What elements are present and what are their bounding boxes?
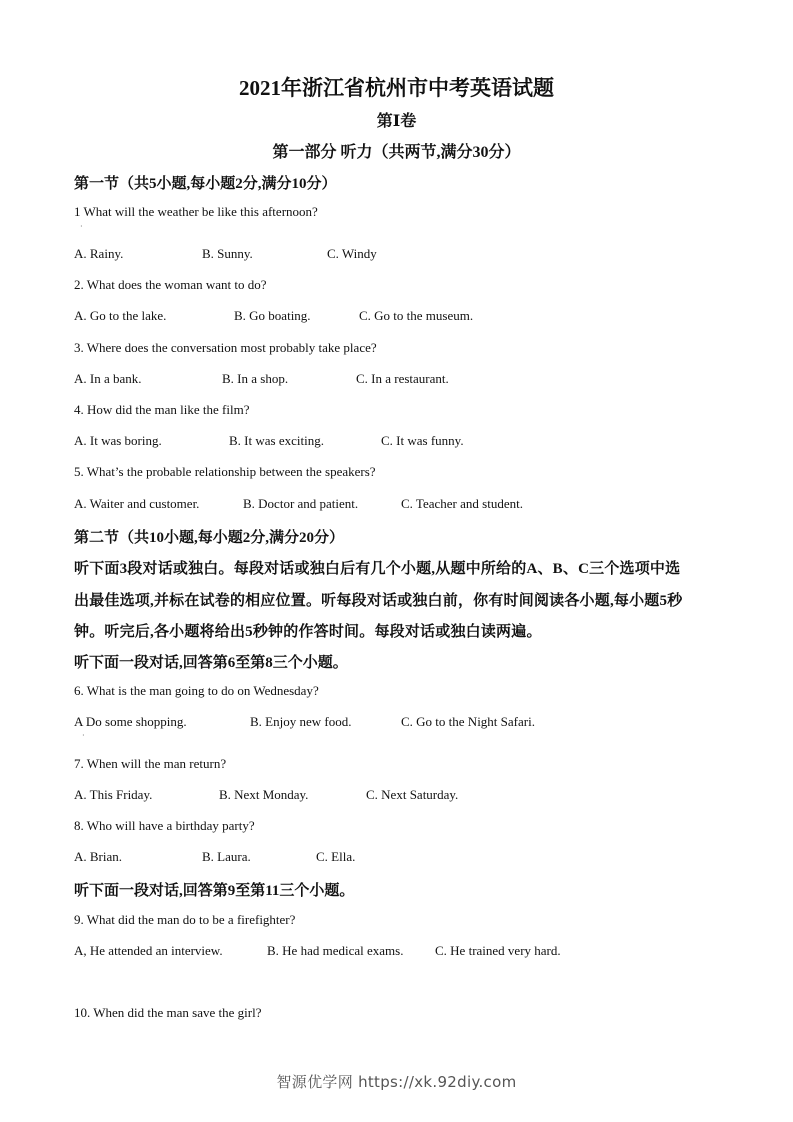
instruction-line-3: 钟。听完后,各小题将给出5秒钟的作答时间。每段对话或独白读两遍。 <box>74 624 542 640</box>
question-4: 4. How did the man like the film? <box>74 402 250 417</box>
volume-label: 第Ⅰ卷 <box>376 113 417 130</box>
q1-option-b: B. Sunny. <box>202 246 253 261</box>
question-3: 3. Where does the conversation most probably take place? <box>74 340 377 355</box>
footer-watermark: 智源优学网 https://xk.92diy.com <box>276 1073 517 1091</box>
q2-option-a: A. Go to the lake. <box>74 308 167 323</box>
group2-heading: 听下面一段对话,回答第9至第11三个小题。 <box>74 883 355 899</box>
question-8: 8. Who will have a birthday party? <box>74 818 255 833</box>
q9-option-b: B. He had medical exams. <box>267 943 404 958</box>
question-9: 9. What did the man do to be a firefighter? <box>74 912 296 927</box>
section1-heading: 第一节（共5小题,每小题2分,满分10分） <box>74 176 337 192</box>
stray-dot: · <box>82 731 85 740</box>
q7-option-c: C. Next Saturday. <box>366 787 459 802</box>
q4-option-c: C. It was funny. <box>381 433 464 448</box>
question-5: 5. What’s the probable relationship between the speakers? <box>74 464 376 479</box>
instruction-line-1: 听下面3段对话或独白。每段对话或独白后有几个小题,从题中所给的A、B、C三个选项中选 <box>74 561 681 577</box>
question-6: 6. What is the man going to do on Wednesday? <box>74 683 319 698</box>
q7-option-b: B. Next Monday. <box>219 787 309 802</box>
q9-option-c: C. He trained very hard. <box>435 943 561 958</box>
q8-option-c: C. Ella. <box>316 849 356 864</box>
q8-option-a: A. Brian. <box>74 849 123 864</box>
q5-option-b: B. Doctor and patient. <box>243 496 359 511</box>
section2-heading: 第二节（共10小题,每小题2分,满分20分） <box>74 530 345 546</box>
q3-option-b: B. In a shop. <box>222 371 289 386</box>
exam-title: 2021年浙江省杭州市中考英语试题 <box>239 76 554 100</box>
q3-option-c: C. In a restaurant. <box>356 371 449 386</box>
q5-option-a: A. Waiter and customer. <box>74 496 200 511</box>
q1-option-a: A. Rainy. <box>74 246 124 261</box>
q6-option-b: B. Enjoy new food. <box>250 714 352 729</box>
instruction-line-2: 出最佳选项,并标在试卷的相应位置。听每段对话或独白前，你有时间阅读各小题,每小题5秒 <box>74 593 683 609</box>
stray-dot: · <box>80 222 83 231</box>
question-7: 7. When will the man return? <box>74 756 227 771</box>
q4-option-b: B. It was exciting. <box>229 433 324 448</box>
q4-option-a: A. It was boring. <box>74 433 162 448</box>
question-1: 1 What will the weather be like this afternoon? <box>74 204 318 219</box>
question-2: 2. What does the woman want to do? <box>74 277 267 292</box>
group1-heading: 听下面一段对话,回答第6至第8三个小题。 <box>74 655 348 671</box>
q6-option-c: C. Go to the Night Safari. <box>401 714 535 729</box>
part-heading: 第一部分 听力（共两节,满分30分） <box>272 144 521 161</box>
q3-option-a: A. In a bank. <box>74 371 142 386</box>
q6-option-a: A Do some shopping. <box>74 714 187 729</box>
q2-option-c: C. Go to the museum. <box>359 308 474 323</box>
question-10: 10. When did the man save the girl? <box>74 1005 262 1020</box>
q5-option-c: C. Teacher and student. <box>401 496 523 511</box>
q9-option-a: A, He attended an interview. <box>74 943 223 958</box>
q2-option-b: B. Go boating. <box>234 308 311 323</box>
q8-option-b: B. Laura. <box>202 849 251 864</box>
q1-option-c: C. Windy <box>327 246 377 261</box>
q7-option-a: A. This Friday. <box>74 787 153 802</box>
